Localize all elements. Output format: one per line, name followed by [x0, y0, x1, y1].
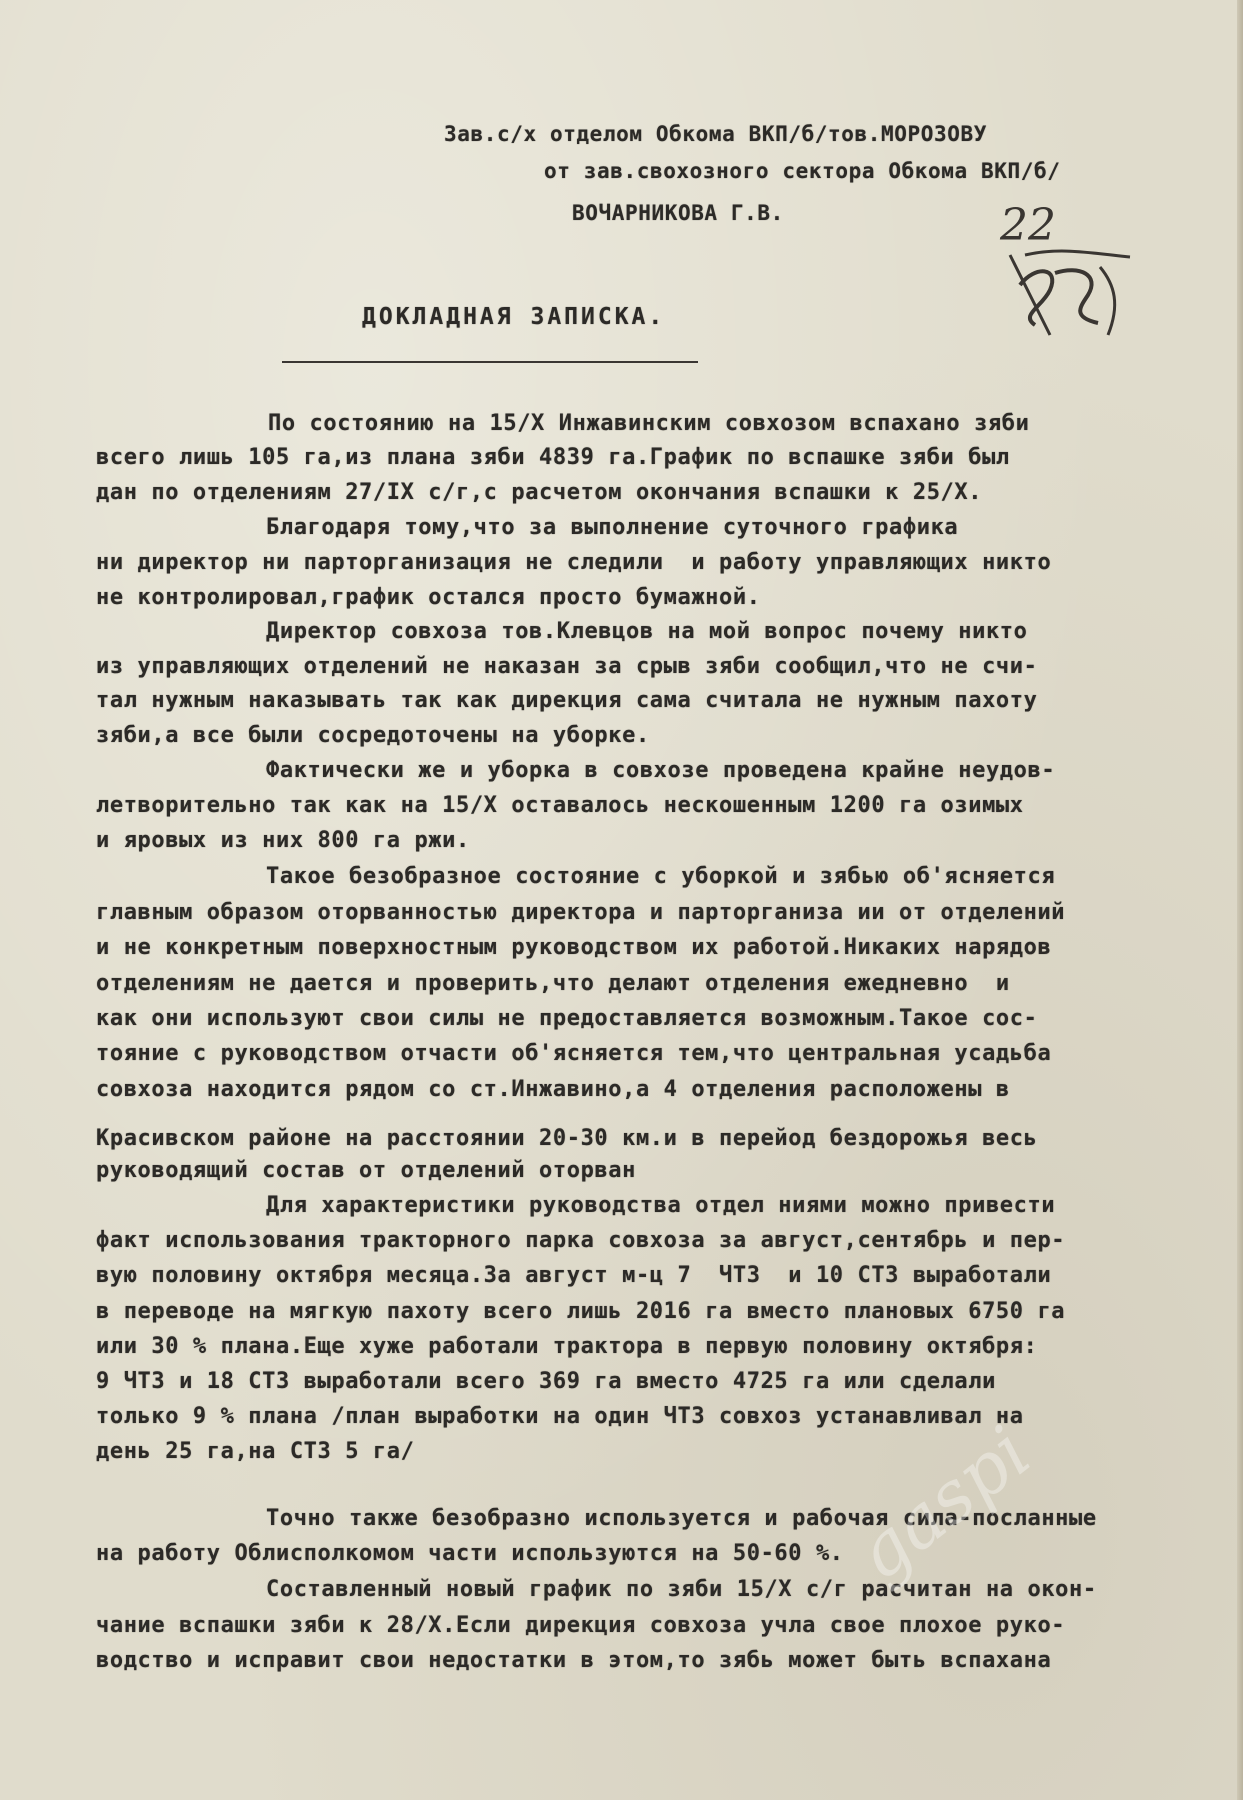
body-line: водство и исправит свои недостатки в этом,то зябь может быть вспахана — [96, 1648, 1052, 1673]
body-line: только 9 % плана /план выработки на один ЧТЗ совхоз устанавливал на — [96, 1404, 1024, 1429]
body-line: дан по отделениям 27/IХ с/г,с расчетом окончания вспашки к 25/Х. — [96, 480, 983, 505]
sender-line: от зав.свохозного сектора Обкома ВКП/б/ — [544, 159, 1061, 183]
body-line: Точно также безобразно используется и рабочая сила-посланные — [266, 1506, 1097, 1531]
handwritten-number: 22 — [1000, 200, 1056, 251]
body-line: Для характеристики руководства отдел ниями можно привести — [266, 1193, 1056, 1218]
body-line: из управляющих отделений не наказан за срыв зяби сообщил,что не счи- — [96, 654, 1038, 679]
body-line: летворительно так как на 15/Х оставалось нескошенным 1200 га озимых — [96, 793, 1024, 818]
body-line: Директор совхоза тов.Клевцов на мой вопрос почему никто — [266, 619, 1028, 644]
archive-watermark: gaspi — [840, 1409, 1046, 1597]
body-line: главным образом оторванностью директора и парторганиза ии от отделений — [96, 900, 1066, 925]
body-line: Такое безобразное состояние с уборкой и зябью об'ясняется — [266, 864, 1056, 889]
body-line: вую половину октября месяца.За август м-ц 7 ЧТЗ и 10 СТЗ выработали — [96, 1263, 1052, 1288]
body-line: Красивском районе на расстоянии 20-30 км.и в перейод бездорожья весь — [96, 1126, 1038, 1151]
body-line: совхоза находится рядом со ст.Инжавино,а 4 отделения расположены в — [96, 1077, 1010, 1102]
document-title: ДОКЛАДНАЯ ЗАПИСКА. — [362, 304, 666, 330]
body-line: руководящий состав от отделений оторван — [96, 1158, 636, 1183]
body-line: тояние с руководством отчасти об'ясняется тем,что центральная усадьба — [96, 1041, 1052, 1066]
body-line: или 30 % плана.Еще хуже работали трактора в первую половину октября: — [96, 1334, 1038, 1359]
body-line: Составленный новый график по зяби 15/Х с/г расчитан на окон- — [266, 1577, 1097, 1602]
body-line: Благодаря тому,что за выполнение суточного графика — [266, 515, 959, 540]
title-underline — [282, 361, 698, 363]
addressee-line: Зав.с/х отделом Обкома ВКП/б/тов.МОРОЗОВУ — [444, 122, 987, 146]
body-line: отделениям не дается и проверить,что делают отделения ежедневно и — [96, 971, 1010, 996]
body-line: факт использования тракторного парка совхоза за август,сентябрь и пер- — [96, 1228, 1066, 1253]
body-line: чание вспашки зяби к 28/Х.Если дирекция совхоза учла свое плохое руко- — [96, 1613, 1066, 1638]
body-line: Фактически же и уборка в совхозе проведена крайне неудов- — [266, 758, 1056, 783]
page-edge — [1237, 0, 1243, 1800]
body-line: тал нужным наказывать так как дирекция сама считала не нужным пахоту — [96, 688, 1038, 713]
sender-name-line: ВОЧАРНИКОВА Г.В. — [572, 201, 784, 225]
body-line: на работу Облисполкомом части используются на 50-60 %. — [96, 1541, 844, 1566]
body-line: и яровых из них 800 га ржи. — [96, 828, 470, 853]
body-line: и не конкретным поверхностным руководством их работой.Никаких нарядов — [96, 935, 1052, 960]
body-line: зяби,а все были сосредоточены на уборке. — [96, 723, 650, 748]
body-line: всего лишь 105 га,из плана зяби 4839 га.График по вспашке зяби был — [96, 445, 1010, 470]
body-line: в переводе на мягкую пахоту всего лишь 2016 га вместо плановых 6750 га — [96, 1299, 1066, 1324]
body-line: день 25 га,на СТЗ 5 га/ — [96, 1439, 415, 1464]
body-line: 9 ЧТЗ и 18 СТЗ выработали всего 369 га вместо 4725 га или сделали — [96, 1369, 996, 1394]
body-line: ни директор ни парторганизация не следили и работу управляющих никто — [96, 550, 1052, 575]
body-line: По состоянию на 15/Х Инжавинским совхозом вспахано зяби — [268, 411, 1030, 436]
body-line: как они используют свои силы не предоставляется возможным.Такое сос- — [96, 1006, 1038, 1031]
body-line: не контролировал,график остался просто бумажной. — [96, 585, 761, 610]
handwritten-mark — [980, 195, 1140, 349]
